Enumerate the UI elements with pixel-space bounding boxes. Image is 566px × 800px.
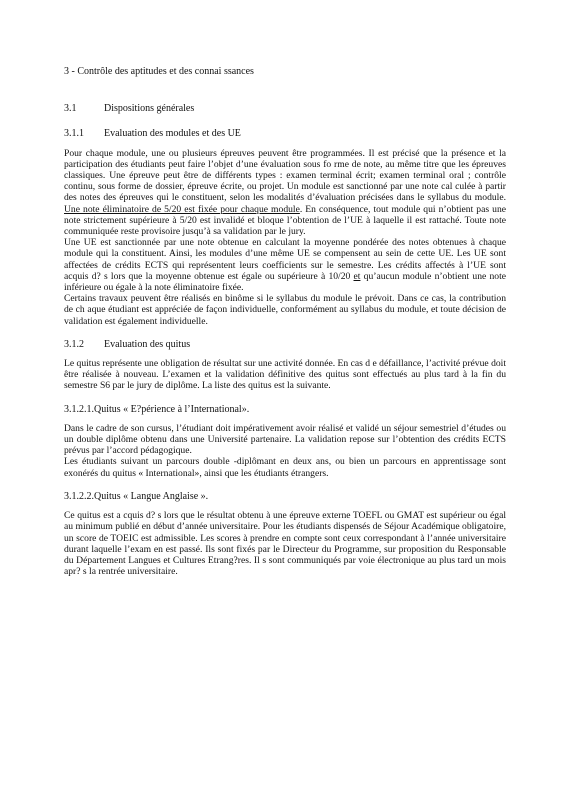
section-title: Dispositions générales: [104, 103, 195, 115]
section-3-1-2-2-body: [64, 510, 506, 577]
section-3-1-2-heading: [64, 339, 506, 350]
section-3-1-2-2-heading: [64, 491, 506, 502]
section-title: Quitus « Langue Anglaise ».: [94, 490, 209, 502]
paragraph: Certains travaux peuvent être réalisés en binôme si le syllabus du module le prévoit. Dans ce cas, la contribution de ch aque étudiant est appréciée de façon individuelle, conformément au syllabus du module, et toute décision de validation est également individuelle.: [64, 293, 506, 327]
section-title: Quitus « E?périence à l’International».: [94, 403, 250, 415]
chapter-title: 3 - Contrôle des aptitudes et des connai ssances: [64, 66, 254, 77]
paragraph-text: Une UE est sanctionnée par une note obtenue en calculant la moyenne pondérée des notes obtenues à chaque module qui la constituent. Ainsi, les modules d’une même UE se compensent au sein de cette UE. Les UE sont affectées de crédits ECTS qui représentent leurs coefficients sur le semestre. Les crédits affectés à l’UE sont acquis d? s lors que la moyenne obtenue est égale ou supérieure à 10/20: [64, 237, 506, 282]
section-3-1-2-1-heading: [64, 404, 506, 415]
section-3-1-2-1-body: [64, 423, 506, 479]
section-number: 3.1.1: [64, 128, 84, 140]
paragraph: Les étudiants suivant un parcours double -diplômant en deux ans, ou bien un parcours en apprentissage sont exonérés du quitus « International», ainsi que les étudiants étrangers.: [64, 456, 506, 479]
section-3-1-heading: [64, 103, 506, 114]
section-number: 3.1.2.2.: [64, 490, 94, 502]
paragraph: [64, 148, 506, 238]
paragraph: Le quitus représente une obligation de résultat sur une activité donnée. En cas d e défaillance, l’activité prévue doit être réalisée à nouveau. L’examen et la validation définitive des quitus sont effectués au plus tard à la fin du semestre S6 par le jury de diplôme. La liste des quitus est la suivante.: [64, 358, 506, 392]
underlined-text: et: [353, 270, 361, 282]
paragraph-text: . En conséquence, tout module qui n’obtient pas une note strictement supérieure à 5/20 est invalidé et bloque l’obtention de l’UE à laquelle il est rattaché. Toute note communiquée reste provisoire jusqu’à sa validation par le jury.: [64, 203, 506, 238]
section-title: Evaluation des quitus: [104, 338, 191, 350]
underlined-text: Une note éliminatoire de 5/20 est fixée pour chaque module: [64, 203, 300, 215]
paragraph: Ce quitus est a cquis d? s lors que le résultat obtenu à une épreuve externe TOEFL ou GMAT est supérieur ou égal au minimum publié en début d’année universitaire. Pour les étudiants dispensés de Séjour Académique obligatoire, un score de TOEIC est admissible. Les scores à prendre en compte sont ceux correspondant à l’année universitaire durant laquelle l’exam en est passé. Ils sont fixés par le Directeur du Programme, sur proposition du Responsable du Département Langues et Cultures Etrang?res. Il s sont communiqués par voie électronique au plus tard un mois apr? s la rentrée universitaire.: [64, 510, 506, 578]
paragraph-text: qu’aucun module n’obtient une note inférieure ou égale à la note éliminatoire fixée.: [64, 270, 506, 294]
section-number: 3.1.2.1.: [64, 403, 94, 415]
section-3-1-2-body: [64, 358, 506, 392]
paragraph-text: Pour chaque module, une ou plusieurs épreuves peuvent être programmées. Il est précisé que la présence et la participation des étudiants peut faire l’objet d’une évaluation sous fo rme de note, au même titre que les épreuves classiques. Une épreuve peut être de différents types : examen terminal écrit; examen terminal oral ; contrôle continu, sous forme de dossier, épreuve écrite, ou projet. Un module est sanctionné par une note cal culée à partir des notes des épreuves qui le constituent, selon les modalités d’évaluation précisées dans le syllabus du module.: [64, 147, 506, 204]
paragraph: [64, 237, 506, 293]
section-title: Evaluation des modules et des UE: [104, 128, 241, 140]
paragraph: Dans le cadre de son cursus, l’étudiant doit impérativement avoir réalisé et validé un séjour semestriel d’études ou un double diplôme obtenu dans une Université partenaire. La validation repose sur l’obtention des crédits ECTS prévus par l’accord pédagogique.: [64, 422, 506, 457]
section-number: 3.1: [64, 103, 77, 115]
section-3-1-1-body: [64, 148, 506, 327]
section-number: 3.1.2: [64, 338, 84, 350]
section-3-1-1-heading: [64, 128, 506, 139]
